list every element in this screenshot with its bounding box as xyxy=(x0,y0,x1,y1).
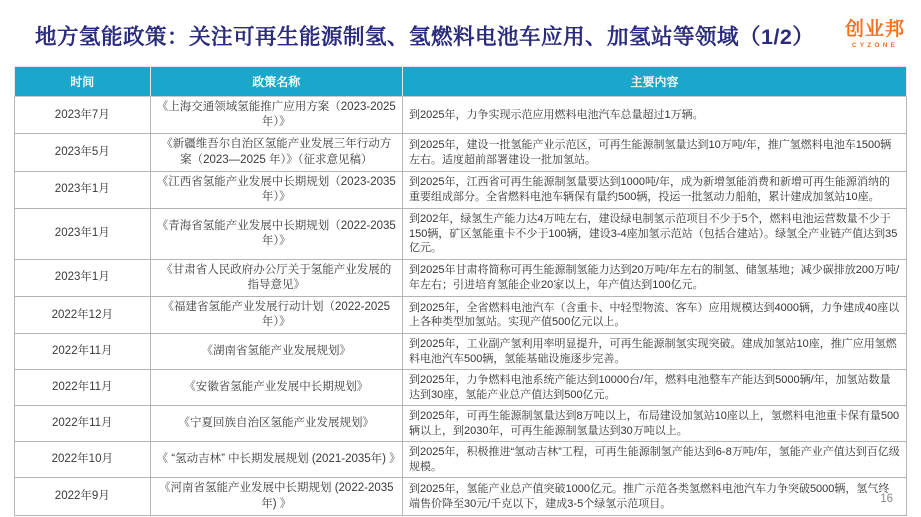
policy-content-cell: 到202年，绿氢生产能力达4万吨左右，建设绿电制氢示范项目不少于5个，燃料电池运营数量不少于150辆，矿区氢能重卡不少于100辆，建设3-4座加氢示范站（包括合建站）。绿氢全产业链产值达到35亿元。 xyxy=(403,209,907,260)
policy-name-cell: 《 “氢动吉林” 中长期发展规划 (2021-2035年) 》 xyxy=(150,442,402,478)
policy-name-cell: 《江西省氢能产业发展中长期规划（2023-2035年）》 xyxy=(150,171,402,208)
policy-date-cell: 2022年10月 xyxy=(15,442,151,478)
policy-name-cell: 《上海交通领域氢能推广应用方案（2023-2025年）》 xyxy=(150,97,402,134)
policy-date-cell: 2022年11月 xyxy=(15,334,151,370)
policy-date-cell: 2022年11月 xyxy=(15,406,151,442)
table-row xyxy=(15,134,907,171)
table-row xyxy=(15,209,907,260)
policy-content-cell: 到2025年，建设一批氢能产业示范区，可再生能源制氢量达到10万吨/年，推广氢燃料电池车1500辆左右。适度超前部署建设一批加氢站。 xyxy=(403,134,907,171)
table-row xyxy=(15,334,907,370)
policy-date-cell: 2022年12月 xyxy=(15,296,151,333)
table-row xyxy=(15,442,907,478)
column-header-policy-name: 政策名称 xyxy=(150,67,402,97)
policy-date-cell: 2023年1月 xyxy=(15,259,151,296)
logo-text-cn: 创业邦 xyxy=(844,19,905,40)
policy-date-cell: 2023年1月 xyxy=(15,209,151,260)
table-row xyxy=(15,171,907,208)
policy-date-cell: 2022年9月 xyxy=(15,478,151,515)
policy-content-cell: 到2025年，江西省可再生能源制氢量要达到1000吨/年，成为新增氢能消费和新增可再生能源消纳的重要组成部分。全省燃料电池车辆保有量约500辆，投运一批氢动力船舶，累计建成加氢站10座。 xyxy=(403,171,907,208)
policy-content-cell: 到2025年，氢能产业总产值突破1000亿元。推广示范各类氢燃料电池汽车力争突破5000辆，氢气终端售价降至30元/千克以下，建成3-5个绿氢示范项目。 xyxy=(403,478,907,515)
cyzone-logo xyxy=(845,20,907,49)
policy-name-cell: 《青海省氢能产业发展中长期规划（2022-2035年）》 xyxy=(150,209,402,260)
policy-content-cell: 到2025年，可再生能源制氢量达到8万吨以上，布局建设加氢站10座以上，氢燃料电池重卡保有量500辆以上，到2030年，可再生能源制氢量达到30万吨以上。 xyxy=(403,406,907,442)
policy-table xyxy=(14,66,907,516)
policy-name-cell: 《新疆维吾尔自治区氢能产业发展三年行动方案（2023—2025 年）》（征求意见稿） xyxy=(150,134,402,171)
policy-name-cell: 《安徽省氢能产业发展中长期规划》 xyxy=(150,370,402,406)
policy-content-cell: 到2025年，全省燃料电池汽车（含重卡、中轻型物流、客车）应用规模达到4000辆，力争建成40座以上各种类型加氢站。实现产值500亿元以上。 xyxy=(403,296,907,333)
table-row xyxy=(15,97,907,134)
policy-date-cell: 2023年5月 xyxy=(15,134,151,171)
policy-content-cell: 到2025年，积极推进“氢动吉林”工程，可再生能源制氢产能达到6-8万吨/年，氢能产业产值达到百亿级规模。 xyxy=(403,442,907,478)
policy-name-cell: 《宁夏回族自治区氢能产业发展规划》 xyxy=(150,406,402,442)
slide-header xyxy=(35,19,907,51)
policy-table-body xyxy=(15,97,907,516)
table-row xyxy=(15,370,907,406)
column-header-time: 时间 xyxy=(15,67,151,97)
logo-text-en: CYZONE xyxy=(851,41,899,49)
page-number: 16 xyxy=(880,493,893,505)
policy-date-cell: 2023年1月 xyxy=(15,171,151,208)
policy-date-cell: 2022年11月 xyxy=(15,370,151,406)
table-row xyxy=(15,259,907,296)
policy-name-cell: 《湖南省氢能产业发展规划》 xyxy=(150,334,402,370)
policy-content-cell: 到2025年，力争实现示范应用燃料电池汽车总量超过1万辆。 xyxy=(403,97,907,134)
table-header-row xyxy=(15,67,907,97)
policy-date-cell: 2023年7月 xyxy=(15,97,151,134)
policy-content-cell: 到2025年甘肃将简称可再生能源制氢能力达到20万吨/年左右的制氢、储氢基地；减少碳排放200万吨/年左右；引进培育氢能企业20家以上，年产值达到100亿元。 xyxy=(403,259,907,296)
policy-name-cell: 《河南省氢能产业发展中长期规划 (2022-2035年) 》 xyxy=(150,478,402,515)
table-row xyxy=(15,478,907,515)
table-row xyxy=(15,296,907,333)
table-row xyxy=(15,406,907,442)
policy-name-cell: 《甘肃省人民政府办公厅关于氢能产业发展的指导意见》 xyxy=(150,259,402,296)
policy-content-cell: 到2025年，工业副产氢利用率明显提升，可再生能源制氢实现突破。建成加氢站10座，推广应用氢燃料电池汽车500辆，氢能基础设施逐步完善。 xyxy=(403,334,907,370)
column-header-main-content: 主要内容 xyxy=(403,67,907,97)
policy-name-cell: 《福建省氢能产业发展行动计划（2022-2025年）》 xyxy=(150,296,402,333)
policy-content-cell: 到2025年，力争燃料电池系统产能达到10000台/年，燃料电池整车产能达到5000辆/年，加氢站数量达到30座，氢能产业总产值达到500亿元。 xyxy=(403,370,907,406)
page-title: 地方氢能政策：关注可再生能源制氢、氢燃料电池车应用、加氢站等领域（1/2） xyxy=(35,25,815,49)
policy-table-container xyxy=(14,66,907,516)
